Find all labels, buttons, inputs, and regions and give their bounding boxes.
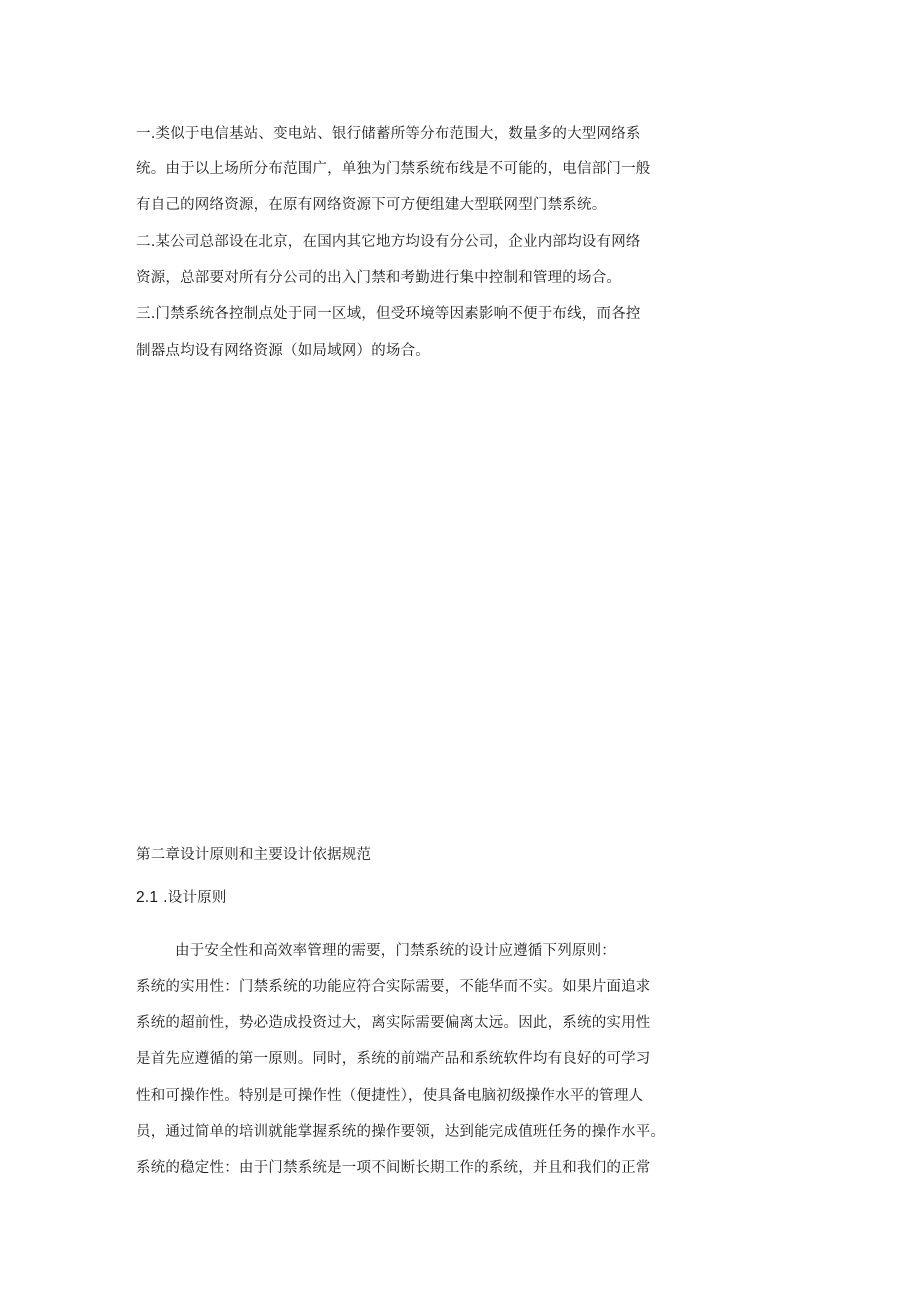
paragraph-line: 员，通过简单的培训就能掌握系统的操作要领，达到能完成值班任务的操作水平。 xyxy=(136,1124,666,1140)
paragraph-line: 系统的稳定性：由于门禁系统是一项不间断长期工作的系统，并且和我们的正常 xyxy=(136,1160,651,1176)
paragraph-line: 性和可操作性。特别是可操作性（便捷性），使具备电脑初级操作水平的管理人 xyxy=(136,1088,644,1104)
paragraph-line: 一.类似于电信基站、变电站、银行储蓄所等分布范围大，数量多的大型网络系 xyxy=(136,126,641,142)
paragraph-line: 三.门禁系统各控制点处于同一区域，但受环境等因素影响不便于布线，而各控 xyxy=(136,306,641,322)
paragraph-line: 系统的超前性，势必造成投资过大，离实际需要偏离太远。因此，系统的实用性 xyxy=(136,1015,651,1031)
paragraph-line: 有自己的网络资源，在原有网络资源下可方便组建大型联网型门禁系统。 xyxy=(136,197,607,213)
paragraph-line: 统。由于以上场所分布范围广，单独为门禁系统布线是不可能的，电信部门一般 xyxy=(136,161,651,177)
section-heading xyxy=(136,886,227,907)
paragraph-line: 资源，总部要对所有分公司的出入门禁和考勤进行集中控制和管理的场合。 xyxy=(136,270,622,286)
paragraph-line: 制器点均设有网络资源（如局域网）的场合。 xyxy=(136,343,430,359)
chapter-title: 第二章设计原则和主要设计依据规范 xyxy=(136,847,372,863)
section-title: .设计原则 xyxy=(158,890,227,906)
paragraph-line: 是首先应遵循的第一原则。同时，系统的前端产品和系统软件均有良好的可学习 xyxy=(136,1051,651,1067)
intro-paragraph: 由于安全性和高效率管理的需要，门禁系统的设计应遵循下列原则： xyxy=(175,943,616,959)
paragraph-line: 系统的实用性：门禁系统的功能应符合实际需要，不能华而不实。如果片面追求 xyxy=(136,979,651,995)
paragraph-line: 二.某公司总部设在北京，在国内其它地方均设有分公司，企业内部均设有网络 xyxy=(136,234,641,250)
section-number: 2.1 xyxy=(136,889,159,906)
